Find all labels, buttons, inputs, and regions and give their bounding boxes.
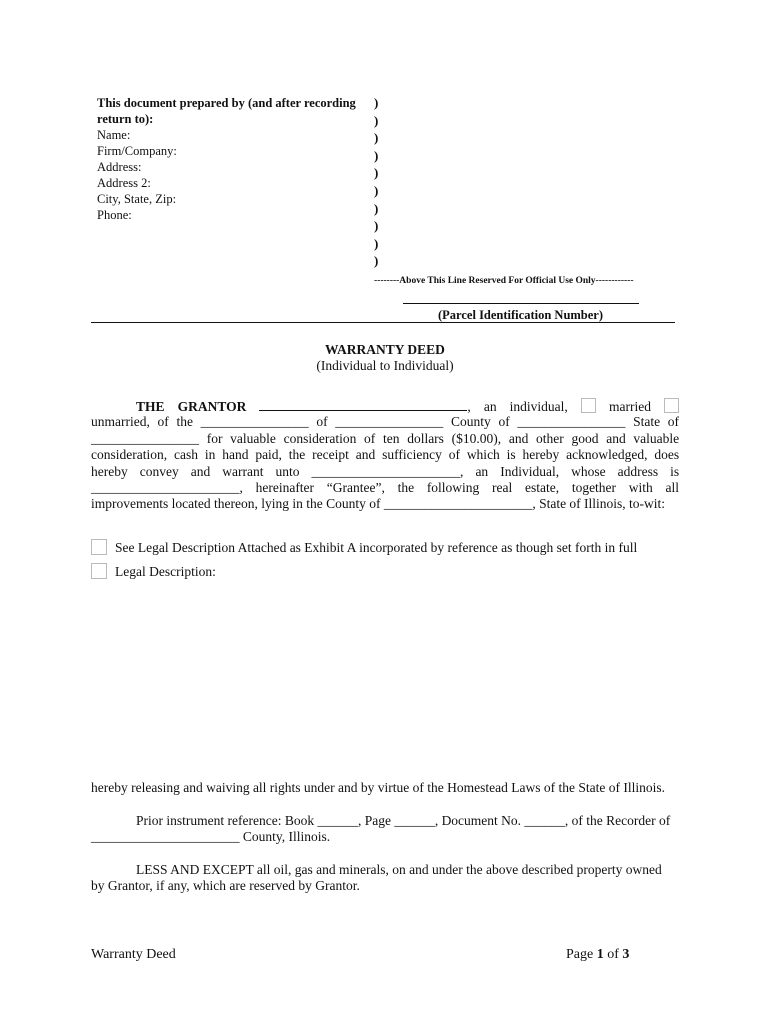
grantor-word: and xyxy=(355,447,376,463)
official-use-line: --------Above This Line Reserved For Official Use Only------------ xyxy=(374,276,634,286)
exhibit-checkbox[interactable] xyxy=(91,539,107,555)
grantor-line-6 xyxy=(91,480,679,496)
grantor-word: the xyxy=(397,479,415,495)
grantor-word: with xyxy=(628,479,653,495)
bracket-column: ) ) ) ) ) ) ) ) ) ) xyxy=(374,95,379,269)
grantor-word: together xyxy=(571,479,617,495)
name-field-label: Name: xyxy=(97,128,131,142)
preparer-block xyxy=(97,95,367,223)
married-checkbox[interactable] xyxy=(581,398,596,413)
grantor-word: other xyxy=(536,430,564,446)
grantor-word: unmarried, of the ________________ xyxy=(91,414,309,430)
grantor-word: whose xyxy=(571,463,606,479)
prior-instrument-paragraph xyxy=(91,813,679,846)
legal-description-option xyxy=(91,563,216,580)
married-label: married xyxy=(608,399,651,414)
grantor-word: for xyxy=(206,430,223,446)
parcel-number-line xyxy=(403,303,639,304)
document-subtitle: (Individual to Individual) xyxy=(316,358,454,373)
grantor-word: the xyxy=(288,447,306,463)
exhibit-option xyxy=(91,539,637,556)
grantor-word: hand xyxy=(222,447,249,463)
grantor-word: sufficiency xyxy=(382,447,442,463)
grantor-word: real xyxy=(492,479,513,495)
grantor-word: ten xyxy=(382,430,400,446)
grantor-line-5 xyxy=(91,464,679,480)
less-except-line-2: by Grantor, if any, which are reserved by Grantor. xyxy=(91,878,360,894)
grantor-word: “Grantee”, xyxy=(326,479,385,495)
page-word: Page xyxy=(566,947,594,962)
grantor-word: estate, xyxy=(524,479,560,495)
less-except-paragraph xyxy=(91,862,679,895)
grantor-word: hereby xyxy=(91,463,128,479)
grantor-word: warrant xyxy=(222,463,264,479)
of-word: of xyxy=(607,947,619,962)
grantor-word: and xyxy=(508,430,529,446)
grantor-word: in xyxy=(204,447,216,463)
city-state-zip-field-label: City, State, Zip: xyxy=(97,192,177,206)
separator-line xyxy=(91,322,675,323)
grantor-word: acknowledged, xyxy=(566,447,648,463)
grantor-line-3 xyxy=(91,431,679,447)
current-page: 1 xyxy=(596,947,604,962)
grantor-word: good xyxy=(571,430,599,446)
address-field-label: Address: xyxy=(97,160,142,174)
grantor-word: and xyxy=(606,430,626,446)
less-except-line-1: LESS AND EXCEPT all oil, gas and minerals, on and under the above described property owned xyxy=(136,862,662,877)
prior-instrument-line-1: Prior instrument reference: Book ______, Page ______, Document No. ______, of the Recorder of xyxy=(136,813,671,828)
grantor-word: State of xyxy=(633,414,679,430)
grantor-name-blank[interactable] xyxy=(259,398,467,411)
grantor-word: ______________________, xyxy=(311,463,464,479)
grantor-word: consideration xyxy=(283,430,357,446)
grantor-word: of xyxy=(364,430,376,446)
grantor-word: is xyxy=(506,447,516,463)
legal-description-label: Legal Description: xyxy=(115,564,216,579)
homestead-paragraph: hereby releasing and waiving all rights under and by virtue of the Homestead Laws of the State of Illinois. xyxy=(91,780,665,795)
phone-field-label: Phone: xyxy=(97,208,132,222)
grantor-word: Individual, xyxy=(500,463,560,479)
grantor-word: paid, xyxy=(255,447,282,463)
grantor-label: THE GRANTOR xyxy=(136,399,247,414)
grantor-line-4 xyxy=(91,447,679,463)
grantor-line-2 xyxy=(91,414,679,430)
grantor-word: ______________________, xyxy=(91,479,243,495)
grantor-word: does xyxy=(654,447,679,463)
grantor-word: hereby xyxy=(522,447,560,463)
grantor-word: address xyxy=(617,463,659,479)
grantor-word: County of ________________ xyxy=(451,414,626,430)
grantor-word: and xyxy=(190,463,211,479)
grantor-word: unto xyxy=(275,463,300,479)
grantor-word: receipt xyxy=(312,447,349,463)
total-pages: 3 xyxy=(622,947,630,962)
address2-field-label: Address 2: xyxy=(97,176,151,190)
grantor-word: hereinafter xyxy=(255,479,315,495)
grantor-word: cash xyxy=(173,447,198,463)
footer-page-number xyxy=(566,947,629,963)
grantor-word: valuable xyxy=(230,430,276,446)
grantor-word: all xyxy=(665,479,679,495)
grantor-word: of ________________ xyxy=(316,414,444,430)
grantor-word: which xyxy=(466,447,500,463)
grantor-word: consideration, xyxy=(91,447,168,463)
grantor-word: an xyxy=(475,463,489,479)
grantor-line-7: improvements located thereon, lying in the County of ______________________, State of Illinois, to-wit: xyxy=(91,496,666,512)
grantor-word: convey xyxy=(139,463,179,479)
prepared-by-label: This document prepared by (and after recording return to): xyxy=(97,96,356,126)
grantor-word: ________________ xyxy=(91,430,199,446)
footer-doc-title: Warranty Deed xyxy=(91,947,176,962)
prior-instrument-line-2: ______________________ County, Illinois. xyxy=(91,829,331,845)
document-title: WARRANTY DEED xyxy=(325,342,445,357)
legal-description-checkbox[interactable] xyxy=(91,563,107,579)
grantor-word: of xyxy=(448,447,460,463)
grantor-word: dollars xyxy=(407,430,444,446)
exhibit-label: See Legal Description Attached as Exhibit A incorporated by reference as though set forth in full xyxy=(115,540,638,555)
grantor-word: following xyxy=(426,479,480,495)
unmarried-checkbox[interactable] xyxy=(664,398,679,413)
an-individual-text: , an individual, xyxy=(467,399,568,414)
parcel-number-label: (Parcel Identification Number) xyxy=(438,308,604,322)
grantor-line-1 xyxy=(91,398,679,414)
grantor-word: valuable xyxy=(633,430,679,446)
firm-field-label: Firm/Company: xyxy=(97,144,177,158)
grantor-word: ($10.00), xyxy=(451,430,502,446)
grantor-paragraph xyxy=(91,398,679,513)
grantor-word: is xyxy=(670,463,679,479)
